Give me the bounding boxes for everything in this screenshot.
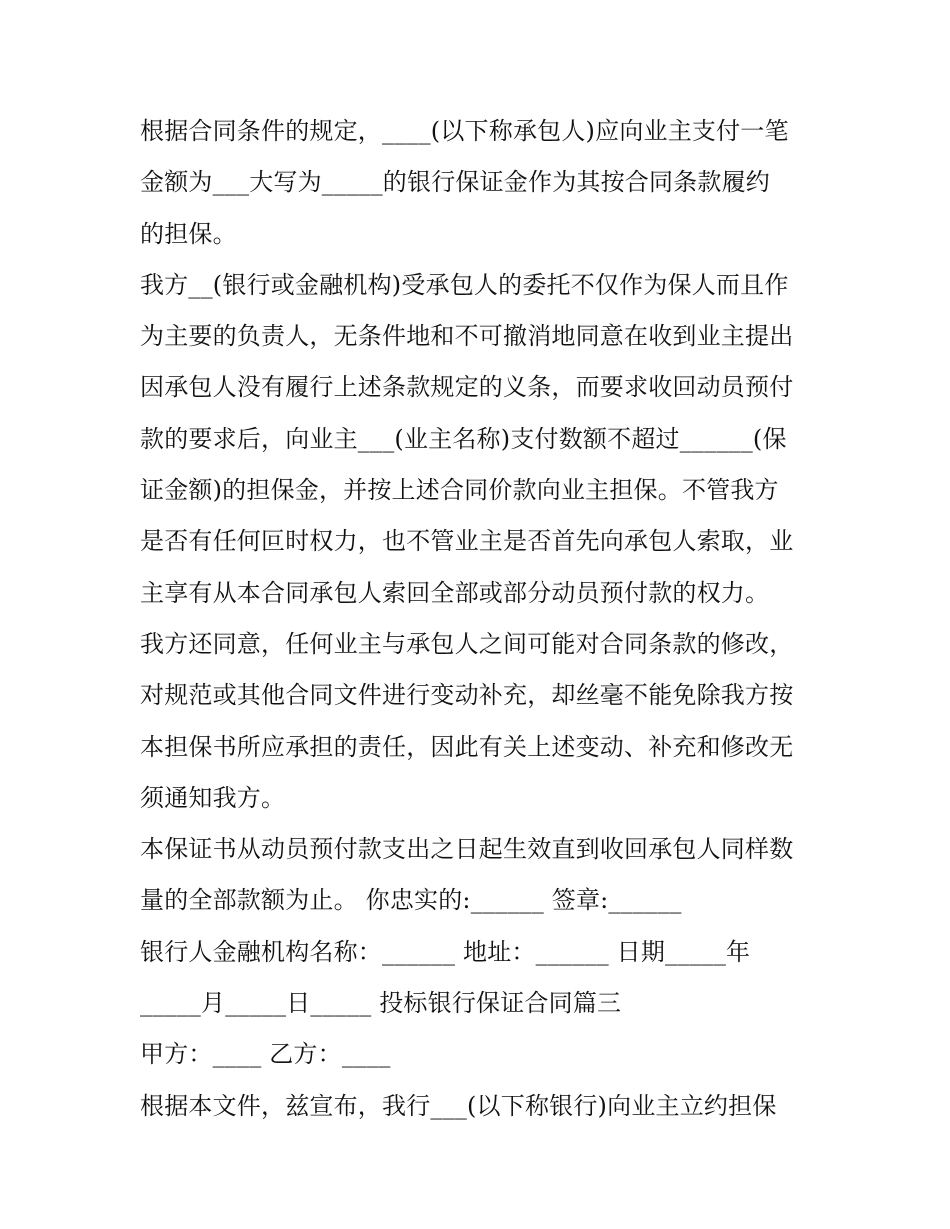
text-line-13: 本担保书所应承担的责任，因此有关上述变动、补充和修改无 xyxy=(140,732,794,761)
text-line-18: _____月_____日_____ 投标银行保证合同篇三 xyxy=(140,989,622,1018)
text-line-9: 是否有任何叵时权力，也不管业主是否首先向承包人索取，业 xyxy=(140,527,794,556)
text-line-12: 对规范或其他合同文件进行变动补充，却丝毫不能免除我方按 xyxy=(140,681,794,710)
text-line-17: 银行人金融机构名称：______ 地址：______ 日期_____年 xyxy=(140,937,751,966)
text-line-1: 根据合同条件的规定，____(以下称承包人)应向业主支付一笔 xyxy=(140,117,789,145)
text-line-10: 主享有从本合同承包人索回全部或部分动员预付款的权力。 xyxy=(140,578,770,607)
text-line-2: 金额为___大写为_____的银行保证金作为其按合同条款履约 xyxy=(140,168,770,197)
text-line-6: 因承包人没有履行上述条款规定的义条，而要求收回动员预付 xyxy=(140,373,794,402)
text-line-3: 的担保。 xyxy=(140,219,237,248)
text-line-14: 须通知我方。 xyxy=(140,783,286,812)
text-line-11: 我方还同意，任何业主与承包人之间可能对合同条款的修改， xyxy=(140,629,794,658)
text-line-16: 量的全部款额为止。 你忠实的:______ 签章:______ xyxy=(140,886,682,915)
text-line-5: 为主要的负责人，无条件地和不可撤消地同意在收到业主提出 xyxy=(140,322,794,351)
text-line-19: 甲方：____ 乙方：____ xyxy=(140,1040,391,1069)
text-line-4: 我方__(银行或金融机构)受承包人的委托不仅作为保人而且作 xyxy=(140,270,789,299)
text-line-7: 款的要求后，向业主___(业主名称)支付数额不超过______(保 xyxy=(140,424,787,453)
text-line-8: 证金额)的担保金，并按上述合同价款向业主担保。不管我方 xyxy=(140,476,779,505)
text-line-15: 本保证书从动员预付款支出之日起生效直到收回承包人同样数 xyxy=(140,835,794,864)
document-body xyxy=(140,106,820,1132)
text-line-20: 根据本文件，兹宣布，我行___(以下称银行)向业主立约担保 xyxy=(140,1091,777,1120)
